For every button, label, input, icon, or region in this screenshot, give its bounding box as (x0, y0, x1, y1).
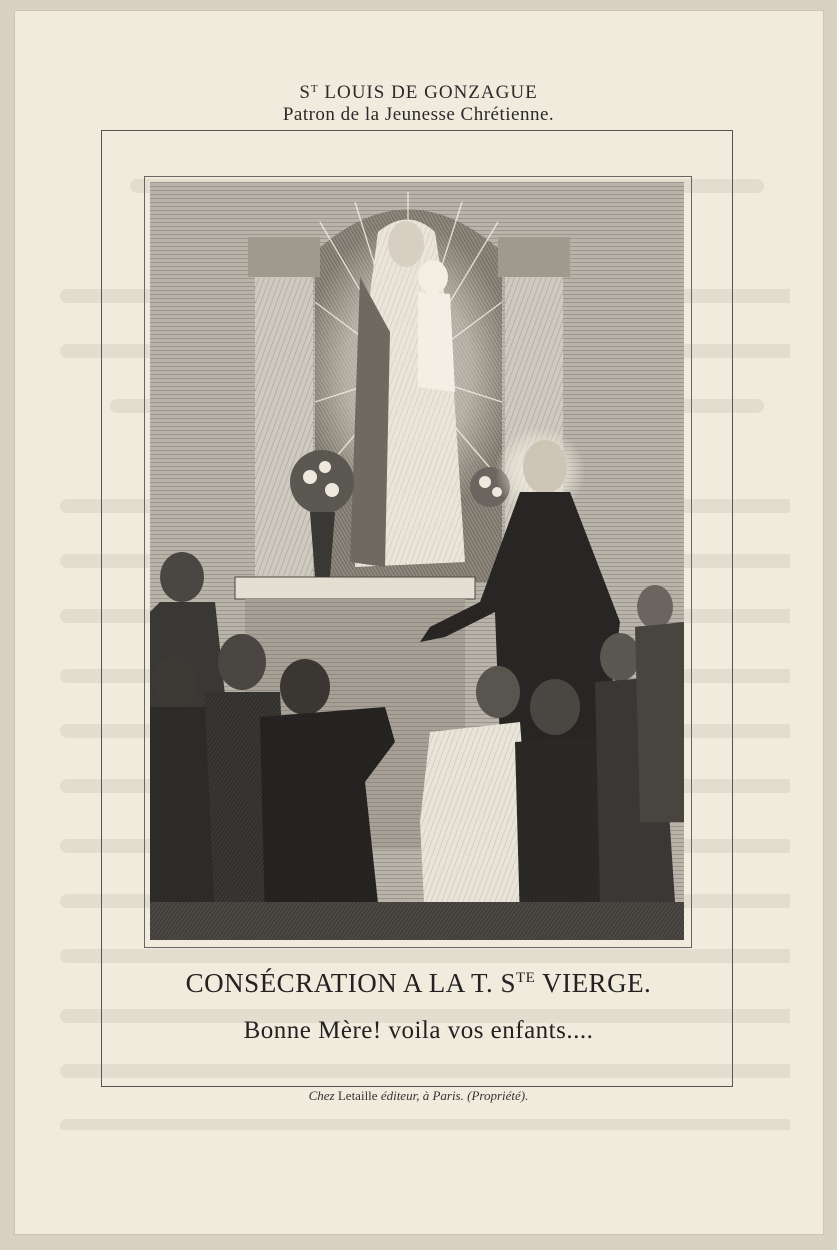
caption-title-part1: CONSÉCRATION A LA T. S (185, 968, 516, 998)
imprint-publisher: Letaille (337, 1088, 378, 1103)
saint-prefix: S (299, 82, 311, 103)
right-capital (498, 237, 570, 277)
caption-title-sup: TE (515, 970, 536, 986)
left-capital (248, 237, 320, 277)
virgin-head (388, 221, 424, 267)
caption-title-part2: VIERGE. (542, 968, 652, 998)
imprint-chez: Chez (308, 1088, 335, 1103)
left-flowers (290, 450, 354, 514)
caption-subtitle: Bonne Mère! voila vos enfants.... (243, 1017, 594, 1044)
saint-subtitle: Patron de la Jeunesse Chrétienne. (282, 104, 555, 125)
caption-title (0, 968, 837, 999)
publisher-imprint (0, 1088, 837, 1104)
saint-head (523, 440, 567, 494)
saint-sup: T (310, 83, 319, 95)
child-head (418, 260, 448, 294)
engraving-illustration (150, 182, 684, 940)
altar-top (235, 577, 475, 599)
imprint-editeur: éditeur, à Paris. (380, 1088, 464, 1103)
left-column-hatching (255, 237, 313, 582)
imprint-propriete: (Propriété). (467, 1088, 529, 1103)
floor-hatching (150, 902, 684, 940)
child-body (418, 292, 455, 392)
saint-title (0, 82, 837, 104)
saint-name: LOUIS DE GONZAGUE (324, 82, 538, 103)
engraving-svg (150, 182, 684, 940)
